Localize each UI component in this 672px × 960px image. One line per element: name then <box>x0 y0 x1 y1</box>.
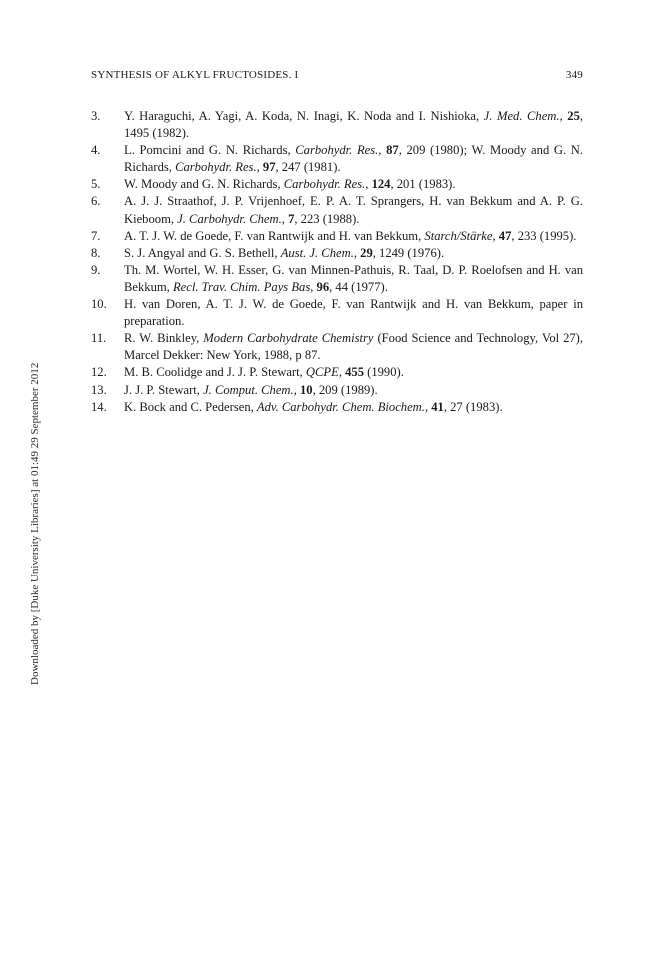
reference-item <box>91 330 583 364</box>
reference-segment: Y. Haraguchi, A. Yagi, A. Koda, N. Inagi, K. Noda and I. Nishioka, <box>124 109 484 123</box>
reference-journal: QCPE <box>305 365 339 380</box>
reference-text <box>124 246 444 260</box>
reference-segment: M. B. Coolidge and J. J. P. Stewart, <box>124 365 306 380</box>
reference-journal: Carbohydr. Res. <box>283 177 366 192</box>
reference-segment: , 1495 (1982). <box>124 109 584 141</box>
reference-volume: 25 <box>567 109 580 123</box>
reference-segment: , 1249 (1976). <box>372 245 445 260</box>
reference-segment: , <box>293 382 300 397</box>
reference-segment: , 209 (1989). <box>312 382 378 397</box>
reference-segment: H. van Doren, A. T. J. W. de Goede, F. van Rantwijk and H. van Bekkum, paper in preparation. <box>124 297 583 329</box>
reference-item <box>91 193 583 227</box>
reference-segment: , <box>281 211 289 226</box>
running-head-title: SYNTHESIS OF ALKYL FRUCTOSIDES. I <box>91 69 299 81</box>
reference-volume: 96 <box>316 279 330 294</box>
reference-item <box>91 382 583 399</box>
reference-segment: , <box>353 245 361 260</box>
reference-item <box>91 176 583 193</box>
reference-journal: Starch/Stärke <box>424 228 493 243</box>
reference-text <box>124 263 583 294</box>
reference-item <box>91 108 583 142</box>
reference-number: 6. <box>91 194 101 209</box>
reference-volume: 124 <box>371 177 391 192</box>
reference-segment: , <box>559 109 568 123</box>
reference-text <box>124 143 583 174</box>
reference-journal: Carbohydr. Res. <box>295 143 379 158</box>
reference-segment: , 247 (1981). <box>275 160 341 175</box>
reference-segment: R. W. Binkley, <box>124 331 204 346</box>
reference-segment: , 223 (1988). <box>294 211 360 226</box>
reference-number: 10. <box>91 297 107 312</box>
reference-text <box>124 331 583 362</box>
reference-number: 13. <box>91 382 107 397</box>
reference-segment: , <box>338 365 346 380</box>
reference-text <box>124 383 378 397</box>
reference-segment: A. T. J. W. de Goede, F. van Rantwijk and H. van Bekkum, <box>124 228 425 243</box>
reference-volume: 29 <box>360 245 373 260</box>
reference-segment: A. J. J. Straathof, J. P. Vrijenhoef, E. P. A. T. Sprangers, H. van Bekkum and A. P. G. Kieboom, <box>124 194 583 226</box>
reference-segment: Th. M. Wortel, W. H. Esser, G. van Minnen-Pathuis, R. Taal, D. P. Roelofsen and H. van Bekkum, <box>124 262 583 294</box>
reference-volume: 7 <box>288 211 295 226</box>
reference-number: 12. <box>91 365 107 380</box>
reference-segment: , <box>256 160 263 175</box>
reference-number: 8. <box>91 245 101 260</box>
reference-volume: 455 <box>345 365 364 380</box>
reference-text <box>124 194 583 225</box>
page-number: 349 <box>565 69 583 81</box>
reference-segment: , 201 (1983). <box>390 177 456 192</box>
reference-text <box>124 400 503 414</box>
reference-item <box>91 228 583 245</box>
reference-volume: 41 <box>431 399 444 414</box>
reference-segment: S. J. Angyal and G. S. Bethell, <box>124 245 281 260</box>
reference-item <box>91 364 583 381</box>
reference-number: 7. <box>91 228 101 243</box>
reference-segment: , <box>365 177 372 192</box>
reference-number: 9. <box>91 262 101 277</box>
reference-segment: (Food Science and Technology, Vol 27), Marcel Dekker: New York, 1988, p 87. <box>124 331 584 363</box>
reference-text <box>124 109 583 140</box>
reference-volume: 10 <box>299 382 313 397</box>
reference-item <box>91 245 583 262</box>
reference-item <box>91 142 583 176</box>
reference-journal: J. Comput. Chem. <box>203 382 294 397</box>
reference-segment: W. Moody and G. N. Richards, <box>124 177 284 192</box>
reference-number: 3. <box>91 109 101 123</box>
download-watermark: Downloaded by [Duke University Libraries] at 01:49 29 September 2012 <box>29 362 41 685</box>
reference-segment: , 209 (1980); W. Moody and G. N. Richards, <box>124 143 584 175</box>
reference-segment: (1990). <box>364 365 404 380</box>
reference-text <box>124 297 583 328</box>
reference-segment: , 233 (1995). <box>511 228 577 243</box>
reference-segment: L. Pomcini and G. N. Richards, <box>124 143 296 158</box>
reference-item <box>91 399 583 416</box>
reference-segment: , <box>310 279 317 294</box>
reference-item <box>91 296 583 330</box>
reference-journal: Aust. J. Chem. <box>280 245 354 260</box>
reference-volume: 97 <box>262 160 276 175</box>
reference-journal: Recl. Trav. Chim. Pays Bas <box>172 279 311 294</box>
reference-segment: J. J. P. Stewart, <box>124 382 204 397</box>
reference-segment: , 27 (1983). <box>443 399 503 414</box>
reference-journal: J. Carbohydr. Chem. <box>177 211 282 226</box>
reference-number: 14. <box>91 399 107 414</box>
reference-volume: 47 <box>498 228 512 243</box>
reference-journal: Adv. Carbohydr. Chem. Biochem. <box>256 399 425 414</box>
reference-segment: , <box>492 228 499 243</box>
reference-text <box>124 229 576 243</box>
reference-segment: K. Bock and C. Pedersen, <box>124 399 257 414</box>
reference-journal: Carbohydr. Res. <box>175 160 257 175</box>
reference-segment: , <box>378 143 387 158</box>
reference-text <box>124 365 404 379</box>
reference-number: 5. <box>91 177 101 192</box>
reference-segment: , 44 (1977). <box>329 279 388 294</box>
reference-item <box>91 262 583 296</box>
reference-list <box>91 108 583 416</box>
reference-journal: J. Med. Chem. <box>483 109 560 123</box>
reference-segment: , <box>424 399 432 414</box>
reference-number: 4. <box>91 143 101 158</box>
reference-volume: 87 <box>386 143 399 158</box>
reference-number: 11. <box>91 331 107 346</box>
reference-journal: Modern Carbohydrate Chemistry <box>203 331 374 346</box>
reference-text <box>124 177 456 191</box>
